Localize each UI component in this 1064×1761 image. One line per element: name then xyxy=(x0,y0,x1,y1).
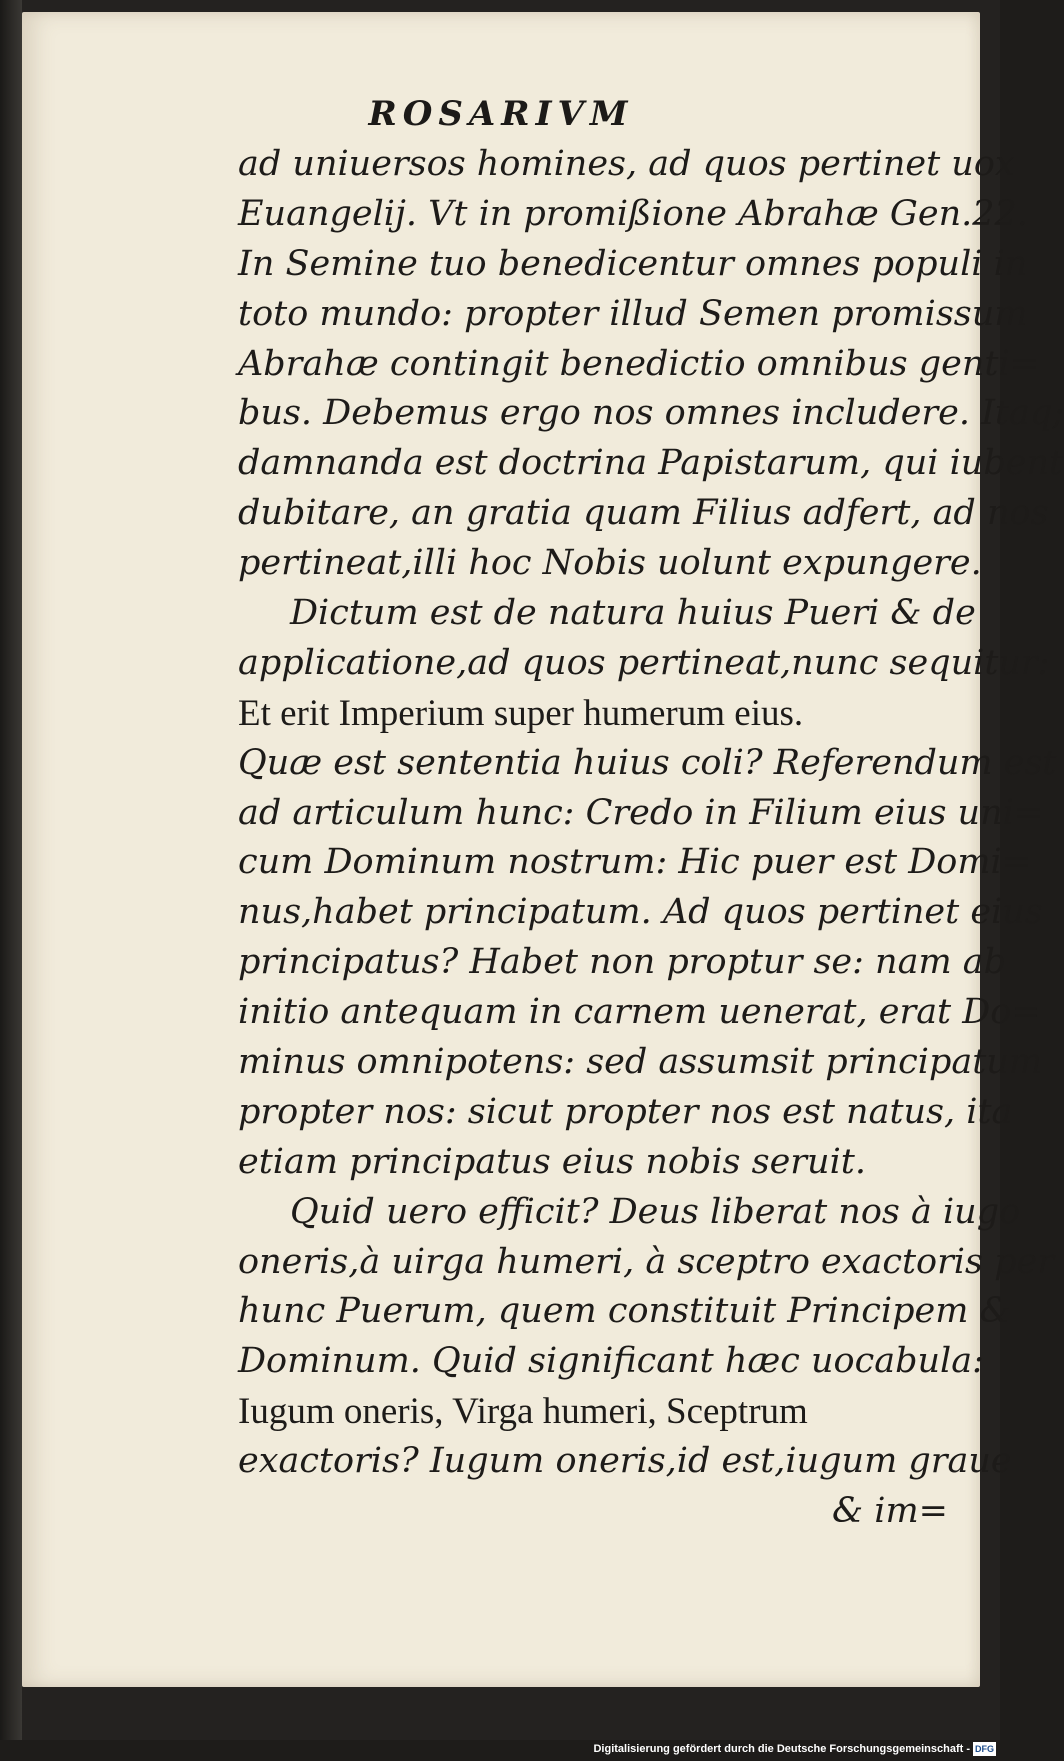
text-line: hunc Puerum, quem constituit Principem & xyxy=(238,1291,1011,1332)
text-line: cum Dominum nostrum: Hic puer est Domi= xyxy=(238,842,1032,883)
body-text xyxy=(238,140,1064,1537)
book-spine-edge xyxy=(0,0,22,1761)
running-title: ROSARIVM xyxy=(368,94,634,134)
text-line: bus. Debemus ergo nos omnes includere. Itaq; xyxy=(238,393,1064,434)
text-line: nus,habet principatum. Ad quos pertinet eius xyxy=(238,892,1043,933)
text-line: toto mundo: propter illud Semen promissum xyxy=(238,293,1028,334)
text-line: Quid uero efficit? Deus liberat nos à iugo xyxy=(290,1191,1021,1232)
text-line: ad articulum hunc: Credo in Filium eius uni= xyxy=(238,792,1044,833)
text-line: principatus? Habet non proptur se: nam ab xyxy=(238,942,1007,983)
text-line: propter nos: sicut propter nos est natus, ita xyxy=(238,1091,1013,1132)
text-line: Dominum. Quid significant hæc uocabula: xyxy=(238,1341,984,1382)
text-line: applicatione,ad quos pertineat,nunc sequitur: xyxy=(238,642,1050,683)
text-line: Iugum oneris, Virga humeri, Sceptrum xyxy=(238,1391,808,1433)
text-line: pertineat,illi hoc Nobis uolunt expungere. xyxy=(238,543,982,584)
text-line: Quæ est sententia huius coli? Referendum est xyxy=(238,742,1057,783)
funding-credit: Digitalisierung gefördert durch die Deutsche Forschungsgemeinschaft - xyxy=(593,1743,970,1755)
text-line: Abrahæ contingit benedictio omnibus genti= xyxy=(238,343,1039,384)
text-line: ad uniuersos homines, ad quos pertinet uox xyxy=(238,144,1015,184)
dfg-logo: DFG xyxy=(975,1744,994,1754)
text-line: etiam principatus eius nobis seruit. xyxy=(238,1141,866,1182)
text-line: In Semine tuo benedicentur omnes populi in xyxy=(238,243,1028,284)
text-line: initio antequam in carnem uenerat, erat Do= xyxy=(238,992,1041,1033)
text-line: oneris,à uirga humeri, à sceptro exactoris per xyxy=(238,1241,1054,1282)
text-line: damnanda est doctrina Papistarum, qui iubent xyxy=(238,443,1064,484)
text-line: Dictum est de natura huius Pueri & de xyxy=(290,593,976,634)
digitization-footer xyxy=(0,1740,1000,1761)
book-page xyxy=(22,12,1064,1687)
text-line: Euangelij. Vt in promißione Abrahæ Gen.22. xyxy=(238,193,1028,234)
text-line: exactoris? Iugum oneris,id est,iugum graue xyxy=(238,1441,1012,1482)
text-line: Et erit Imperium super humerum eius. xyxy=(238,692,804,734)
text-line: minus omnipotens: sed assumsit principatum xyxy=(238,1042,1043,1083)
catchword: & im= xyxy=(832,1491,948,1532)
text-line: dubitare, an gratia quam Filius adfert, ad nos xyxy=(238,493,1049,534)
